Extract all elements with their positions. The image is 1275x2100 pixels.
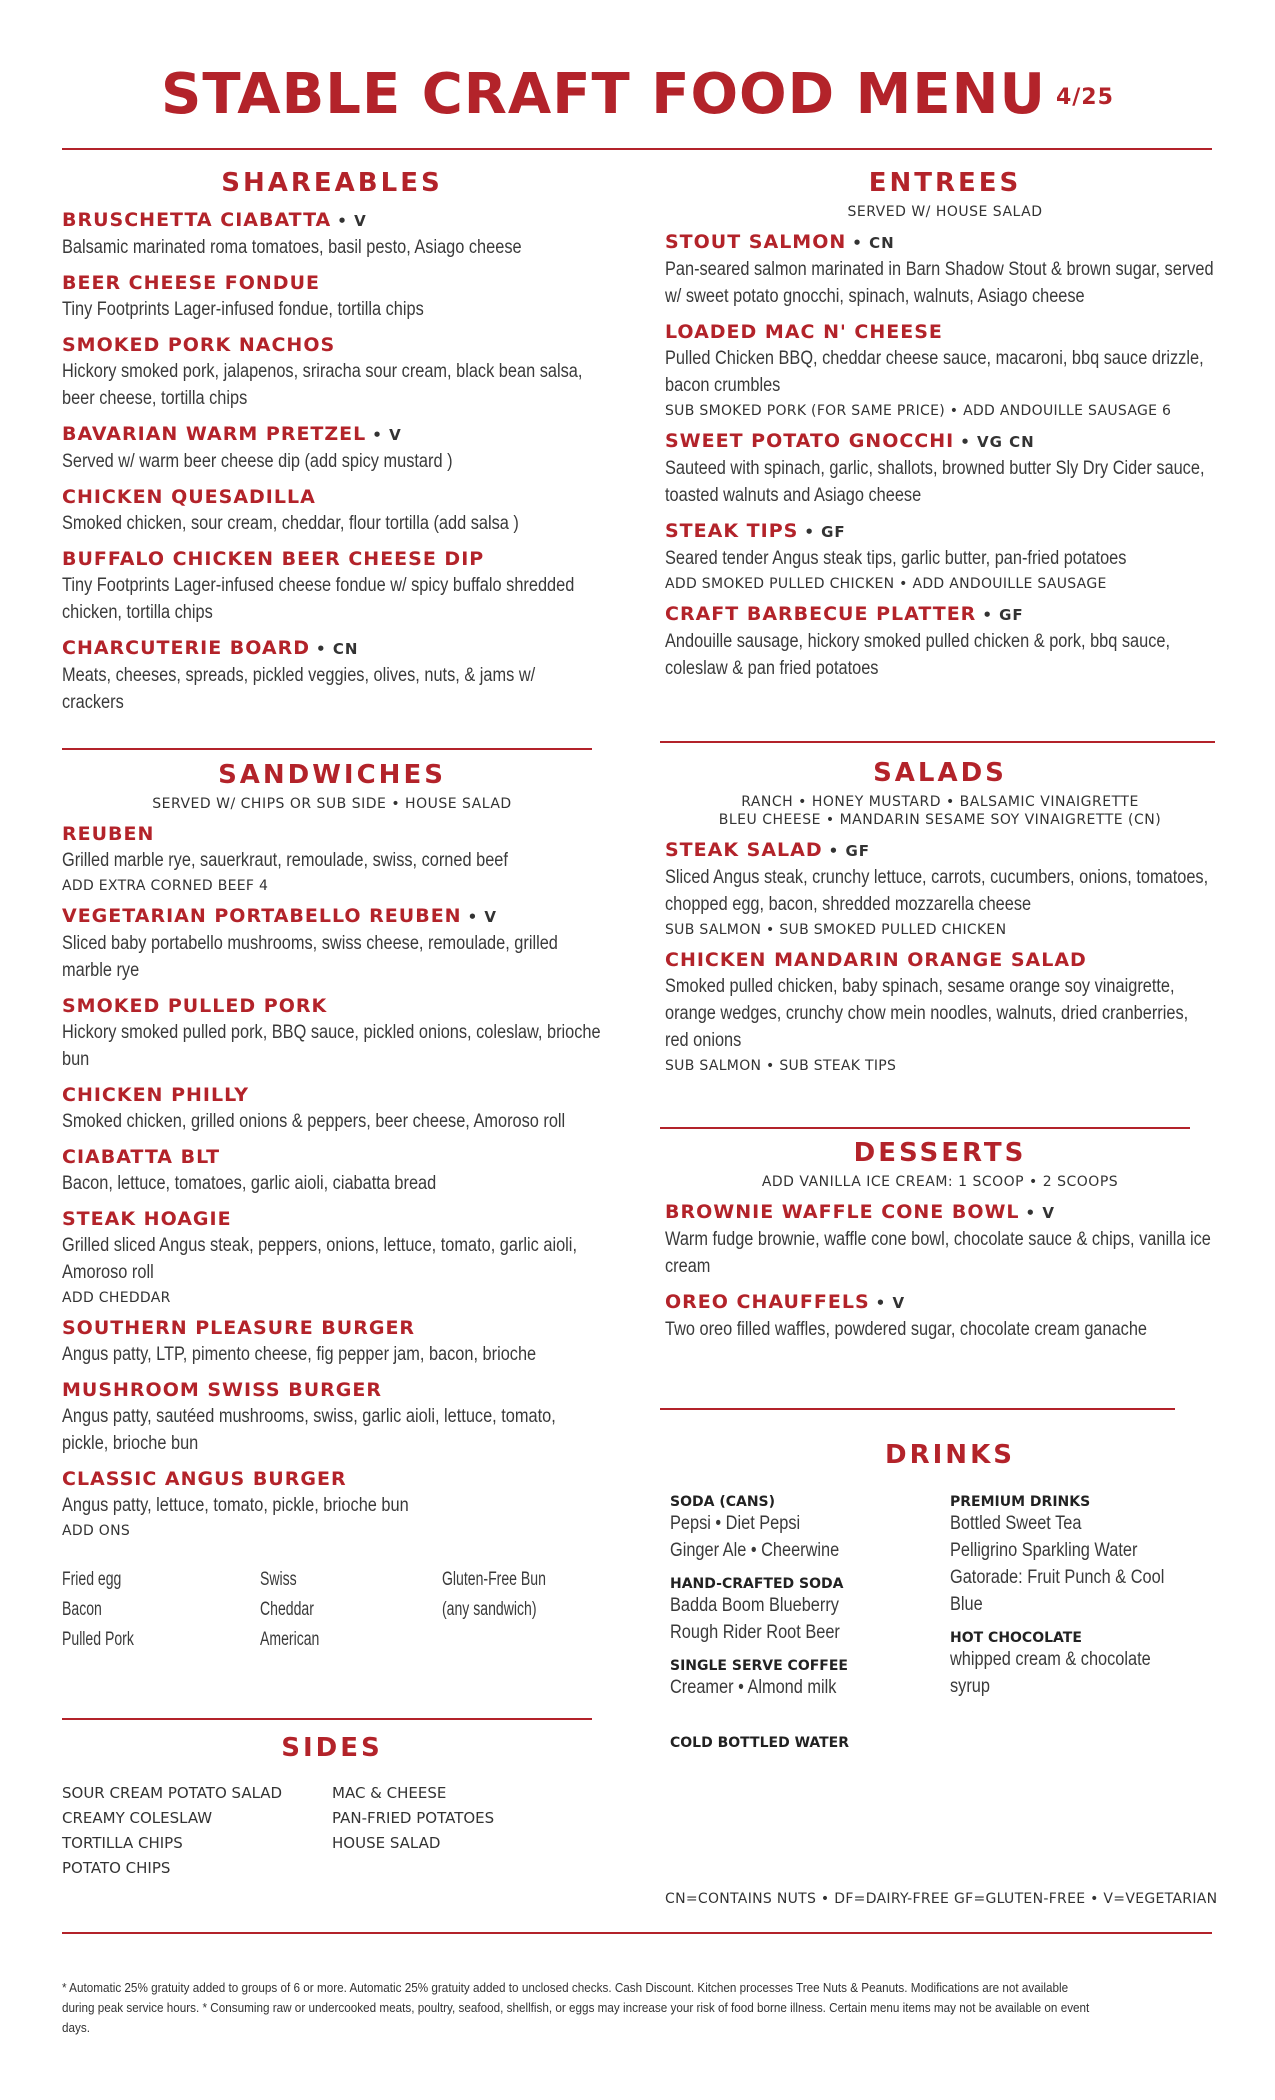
desserts-divider [660, 1408, 1175, 1410]
item-name-row [62, 994, 602, 1019]
drink-item: whipped cream & chocolate syrup [950, 1649, 1151, 1697]
title-divider [62, 148, 1212, 150]
menu-item [665, 429, 1225, 509]
item-description: Tiny Footprints Lager-infused fondue, tortilla chips [62, 299, 424, 320]
addons-grid [62, 1565, 582, 1655]
diet-tag: • V [1025, 1204, 1055, 1222]
drink-group [670, 1658, 950, 1701]
diet-tag: • V [337, 212, 367, 230]
drink-item: Creamer • Almond milk [670, 1677, 837, 1698]
item-name: SMOKED PORK NACHOS [62, 334, 336, 356]
drinks-col-1 [670, 1482, 950, 1751]
addon-item: American [260, 1629, 320, 1650]
menu-item [62, 422, 602, 475]
item-name: BUFFALO CHICKEN BEER CHEESE DIP [62, 548, 485, 570]
drink-group [670, 1576, 950, 1646]
item-description: Smoked pulled chicken, baby spinach, sesame orange soy vinaigrette, orange wedges, crunchy chow mein noodles, walnuts, dried cranberries, red onions [665, 976, 1189, 1051]
item-description: Angus patty, LTP, pimento cheese, fig pepper jam, bacon, brioche [62, 1344, 537, 1365]
drink-group-heading: PREMIUM DRINKS [950, 1494, 1091, 1510]
item-name-row [665, 948, 1215, 973]
salads-heading: SALADS [873, 758, 1007, 788]
menu-item [62, 271, 602, 323]
diet-tag: • GF [982, 606, 1024, 624]
shareables-heading: SHAREABLES [221, 168, 443, 198]
menu-item [62, 994, 602, 1073]
addon-item: (any sandwich) [441, 1599, 537, 1620]
item-name-row [62, 904, 602, 930]
item-description: Andouille sausage, hickory smoked pulled chicken & pork, bbq sauce, coleslaw & pan fried potatoes [665, 631, 1171, 679]
menu-item [665, 519, 1225, 592]
item-description: Hickory smoked pork, jalapenos, sriracha sour cream, black bean salsa, beer cheese, tortilla chips [62, 361, 583, 409]
footer-divider [62, 1932, 1212, 1934]
item-description: Served w/ warm beer cheese dip (add spicy mustard ) [62, 451, 453, 472]
item-addon-note: ADD EXTRA CORNED BEEF 4 [62, 878, 269, 894]
menu-title [0, 62, 1275, 127]
item-description: Sauteed with spinach, garlic, shallots, browned butter Sly Dry Cider sauce, toasted walnuts and Asiago cheese [665, 458, 1205, 506]
addons-col-2 [260, 1565, 329, 1655]
item-name-row [62, 1316, 602, 1341]
menu-item [665, 230, 1225, 310]
addons-col-1 [62, 1565, 146, 1655]
drink-item: Rough Rider Root Beer [670, 1622, 840, 1643]
item-description: Pan-seared salmon marinated in Barn Shadow Stout & brown sugar, served w/ sweet potato gnocchi, spinach, walnuts, Asiago cheese [665, 259, 1214, 307]
item-name-row [665, 230, 1225, 256]
diet-tag: • V [372, 426, 402, 444]
menu-item [665, 838, 1215, 938]
salads-list [665, 838, 1215, 1074]
item-name-row [62, 1207, 602, 1232]
salads-section [665, 758, 1215, 1074]
drink-group [670, 1735, 950, 1751]
menu-item [62, 1378, 602, 1457]
item-name: VEGETARIAN PORTABELLO REUBEN [62, 905, 462, 927]
drinks-col-2 [950, 1482, 1230, 1751]
item-description: Two oreo filled waffles, powdered sugar, chocolate cream ganache [665, 1319, 1148, 1340]
menu-item [62, 333, 602, 412]
sides-section [62, 1733, 602, 1881]
menu-item [62, 485, 602, 537]
diet-tag: • GF [804, 523, 846, 541]
item-name-row [665, 838, 1215, 864]
drink-group-heading: COLD BOTTLED WATER [670, 1735, 850, 1751]
menu-item [62, 1207, 602, 1306]
salads-dressings-2: BLEU CHEESE • MANDARIN SESAME SOY VINAIGRETTE (CN) [718, 812, 1162, 828]
item-name-row [62, 1378, 602, 1403]
addon-item: Gluten-Free Bun [441, 1569, 546, 1590]
sandwiches-subtitle: SERVED W/ CHIPS OR SUB SIDE • HOUSE SALAD [152, 796, 512, 812]
item-description: Bacon, lettuce, tomatoes, garlic aioli, ciabatta bread [62, 1173, 437, 1194]
drink-item: Bottled Sweet Tea [950, 1513, 1082, 1534]
drinks-grid [670, 1482, 1230, 1751]
entrees-section [665, 168, 1225, 682]
item-name: CHICKEN MANDARIN ORANGE SALAD [665, 949, 1087, 971]
item-name: CRAFT BARBECUE PLATTER [665, 603, 977, 625]
item-addon-note: ADD CHEDDAR [62, 1290, 171, 1306]
item-name-row [665, 429, 1225, 455]
item-name: LOADED MAC N' CHEESE [665, 321, 943, 343]
item-addon-note: SUB SMOKED PORK (FOR SAME PRICE) • ADD ANDOUILLE SAUSAGE 6 [665, 403, 1172, 419]
item-name-row [62, 547, 602, 572]
sides-col-1 [62, 1781, 332, 1881]
desserts-section [665, 1138, 1215, 1343]
sandwiches-divider [62, 1718, 592, 1720]
addon-item: Cheddar [260, 1599, 315, 1620]
item-addon-note: SUB SALMON • SUB STEAK TIPS [665, 1058, 897, 1074]
item-name: OREO CHAUFFELS [665, 1291, 870, 1313]
menu-title-text: STABLE CRAFT FOOD MENU [161, 62, 1046, 127]
menu-item [62, 1083, 602, 1135]
menu-item [62, 1467, 602, 1539]
item-name: SWEET POTATO GNOCCHI [665, 430, 955, 452]
item-description: Pulled Chicken BBQ, cheddar cheese sauce, macaroni, bbq sauce drizzle, bacon crumbles [665, 348, 1204, 396]
menu-date: 4/25 [1055, 85, 1114, 111]
diet-tag: • GF [828, 842, 871, 860]
menu-item [62, 1316, 602, 1368]
item-name-row [665, 1290, 1215, 1316]
item-description: Sliced baby portabello mushrooms, swiss cheese, remoulade, grilled marble rye [62, 933, 558, 981]
item-name: STEAK TIPS [665, 520, 799, 542]
drink-item: Gatorade: Fruit Punch & Cool Blue [950, 1567, 1165, 1615]
item-addon-note: ADD SMOKED PULLED CHICKEN • ADD ANDOUILLE SAUSAGE [665, 576, 1107, 592]
item-name-row [62, 1467, 602, 1492]
entrees-list [665, 230, 1225, 682]
item-name-row [62, 208, 602, 234]
footer-disclaimer: * Automatic 25% gratuity added to groups of 6 or more. Automatic 25% gratuity added to unclosed checks. Cash Discount. Kitchen processes Tree Nuts & Peanuts. Modifications are not available during peak service hours. * Consuming raw or undercooked meats, poultry, seafood, shellfish, or eggs may increase your risk of food borne illness. Certain menu items may not be available on event days. [62, 1980, 1090, 2035]
side-item: HOUSE SALAD [332, 1834, 441, 1852]
item-description: Meats, cheeses, spreads, pickled veggies, olives, nuts, & jams w/ crackers [62, 665, 536, 713]
item-name: CHICKEN PHILLY [62, 1084, 249, 1106]
item-description: Tiny Footprints Lager-infused cheese fondue w/ spicy buffalo shredded chicken, tortilla chips [62, 575, 575, 623]
side-item: MAC & CHEESE [332, 1784, 447, 1802]
item-name-row [62, 636, 602, 662]
diet-tag: • V [467, 908, 497, 926]
diet-legend: CN=CONTAINS NUTS • DF=DAIRY-FREE GF=GLUTEN-FREE • V=VEGETARIAN [665, 1891, 1218, 1907]
item-name: BRUSCHETTA CIABATTA [62, 209, 332, 231]
sandwiches-heading: SANDWICHES [218, 760, 446, 790]
drink-item: Pepsi • Diet Pepsi [670, 1513, 801, 1534]
diet-tag: • V [875, 1294, 906, 1312]
shareables-section [62, 168, 602, 716]
drink-group [950, 1494, 1230, 1618]
drink-item: Ginger Ale • Cheerwine [670, 1540, 840, 1561]
entrees-heading: ENTREES [868, 168, 1022, 198]
diet-tag: • VG CN [960, 433, 1035, 451]
menu-item [665, 320, 1225, 419]
item-description: Hickory smoked pulled pork, BBQ sauce, pickled onions, coleslaw, brioche bun [62, 1022, 601, 1070]
menu-item [62, 822, 602, 894]
drink-item: Pelligrino Sparkling Water [950, 1540, 1138, 1561]
drink-group-heading: HOT CHOCOLATE [950, 1630, 1082, 1646]
item-name: SMOKED PULLED PORK [62, 995, 328, 1017]
desserts-subtitle: ADD VANILLA ICE CREAM: 1 SCOOP • 2 SCOOPS [761, 1174, 1119, 1190]
side-item: SOUR CREAM POTATO SALAD [62, 1784, 283, 1802]
addons-col-3 [442, 1565, 563, 1655]
entrees-subtitle: SERVED W/ HOUSE SALAD [847, 204, 1043, 220]
desserts-list [665, 1200, 1215, 1343]
drink-group [950, 1630, 1230, 1700]
item-name: BROWNIE WAFFLE CONE BOWL [665, 1201, 1020, 1223]
item-name: MUSHROOM SWISS BURGER [62, 1379, 382, 1401]
item-description: Smoked chicken, grilled onions & peppers, beer cheese, Amoroso roll [62, 1111, 566, 1132]
addon-item: Pulled Pork [62, 1629, 134, 1650]
menu-item [62, 547, 602, 626]
sandwiches-list [62, 822, 602, 1539]
item-name-row [665, 320, 1225, 345]
menu-item [665, 602, 1225, 682]
item-name-row [62, 333, 602, 358]
drink-group [670, 1494, 950, 1564]
drink-item: Badda Boom Blueberry [670, 1595, 839, 1616]
drink-group-heading: SINGLE SERVE COFFEE [670, 1658, 848, 1674]
diet-tag: • CN [852, 234, 895, 252]
item-description: Angus patty, lettuce, tomato, pickle, brioche bun [62, 1495, 409, 1516]
drink-group-heading: SODA (CANS) [670, 1494, 776, 1510]
item-name-row [62, 1083, 602, 1108]
side-item: TORTILLA CHIPS [62, 1834, 183, 1852]
addon-item: Bacon [62, 1599, 102, 1620]
diet-tag: • CN [316, 640, 359, 658]
item-name: CHARCUTERIE BOARD [62, 637, 311, 659]
item-name: STEAK SALAD [665, 839, 823, 861]
shareables-list [62, 208, 602, 716]
item-name-row [665, 1200, 1215, 1226]
menu-item [62, 1145, 602, 1197]
item-description: Balsamic marinated roma tomatoes, basil pesto, Asiago cheese [62, 237, 522, 258]
entrees-divider [660, 741, 1215, 743]
sides-list [62, 1781, 602, 1881]
side-item: PAN-FRIED POTATOES [332, 1809, 495, 1827]
item-description: Smoked chicken, sour cream, cheddar, flour tortilla (add salsa ) [62, 513, 519, 534]
item-name-row [665, 519, 1225, 545]
drinks-section [670, 1440, 1230, 1751]
item-name: CHICKEN QUESADILLA [62, 486, 316, 508]
item-name-row [62, 485, 602, 510]
item-name: BEER CHEESE FONDUE [62, 272, 320, 294]
side-item: CREAMY COLESLAW [62, 1809, 213, 1827]
desserts-heading: DESSERTS [853, 1138, 1027, 1168]
item-name: STOUT SALMON [665, 231, 847, 253]
addon-item: Fried egg [62, 1569, 122, 1590]
item-name: CLASSIC ANGUS BURGER [62, 1468, 347, 1490]
item-name-row [62, 822, 602, 847]
item-addon-note: SUB SALMON • SUB SMOKED PULLED CHICKEN [665, 922, 1007, 938]
sides-heading: SIDES [281, 1733, 383, 1763]
side-item: POTATO CHIPS [62, 1859, 171, 1877]
salads-divider [660, 1127, 1190, 1129]
drinks-heading: DRINKS [885, 1440, 1015, 1470]
drink-group-heading: HAND-CRAFTED SODA [670, 1576, 844, 1592]
menu-item [665, 1200, 1215, 1280]
item-name: SOUTHERN PLEASURE BURGER [62, 1317, 416, 1339]
item-description: Angus patty, sautéed mushrooms, swiss, garlic aioli, lettuce, tomato, pickle, brioche bun [62, 1406, 556, 1454]
item-name: REUBEN [62, 823, 155, 845]
item-name-row [62, 271, 602, 296]
salads-dressings-1: RANCH • HONEY MUSTARD • BALSAMIC VINAIGRETTE [741, 794, 1139, 810]
menu-item [62, 636, 602, 716]
shareables-divider [62, 748, 592, 750]
item-description: Grilled marble rye, sauerkraut, remoulade, swiss, corned beef [62, 850, 508, 871]
item-description: Sliced Angus steak, crunchy lettuce, carrots, cucumbers, onions, tomatoes, chopped egg, bacon, shredded mozzarella cheese [665, 867, 1209, 915]
item-name-row [665, 602, 1225, 628]
menu-item [62, 904, 602, 984]
menu-item [665, 948, 1215, 1074]
menu-item [665, 1290, 1215, 1343]
item-name-row [62, 1145, 602, 1170]
item-name-row [62, 422, 602, 448]
sandwiches-section [62, 760, 602, 1655]
item-description: Seared tender Angus steak tips, garlic butter, pan-fried potatoes [665, 548, 1127, 569]
item-description: Warm fudge brownie, waffle cone bowl, chocolate sauce & chips, vanilla ice cream [665, 1229, 1211, 1277]
sides-col-2 [332, 1781, 602, 1881]
item-name: STEAK HOAGIE [62, 1208, 232, 1230]
item-name: CIABATTA BLT [62, 1146, 221, 1168]
item-addon-note: ADD ONS [62, 1523, 131, 1539]
menu-item [62, 208, 602, 261]
item-name: BAVARIAN WARM PRETZEL [62, 423, 367, 445]
item-description: Grilled sliced Angus steak, peppers, onions, lettuce, tomato, garlic aioli, Amoroso roll [62, 1235, 577, 1283]
addon-item: Swiss [260, 1569, 297, 1590]
